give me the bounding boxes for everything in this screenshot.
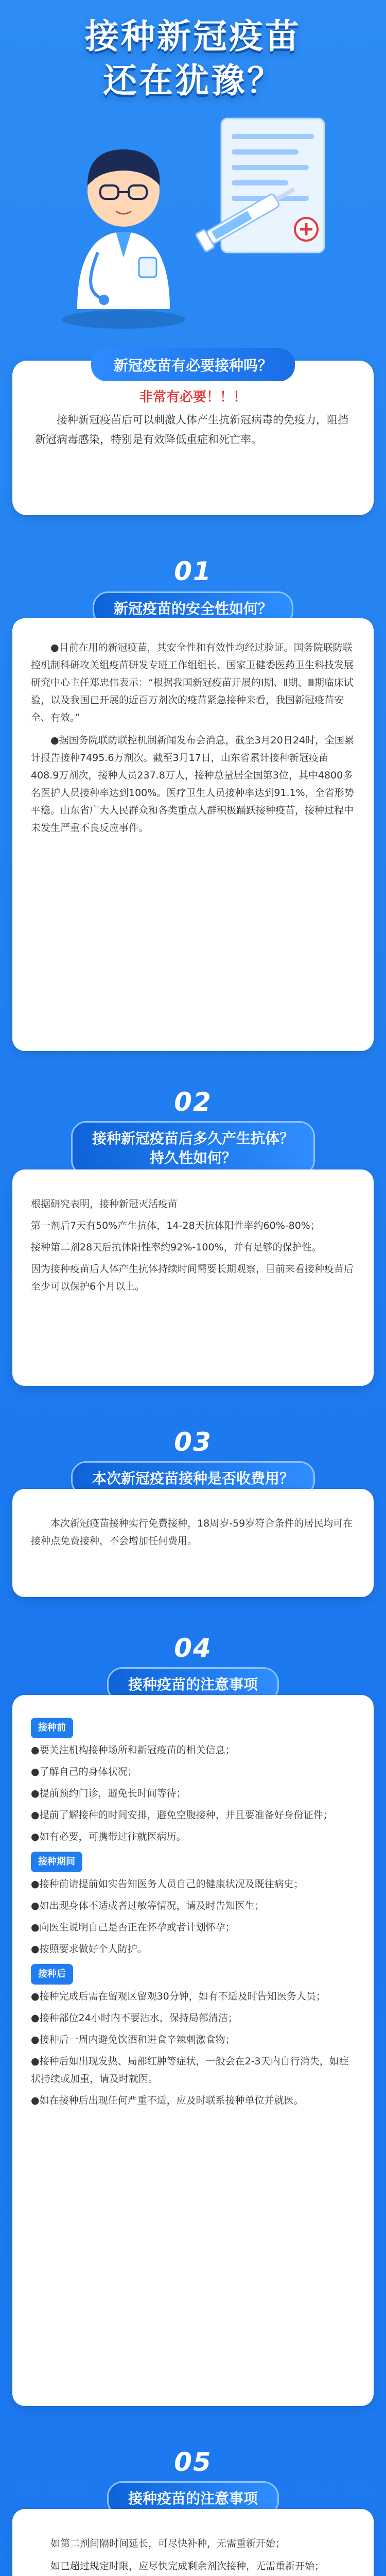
section-card-03	[12, 1489, 374, 1597]
hero-title	[0, 14, 386, 103]
section-card-05	[12, 2509, 374, 2576]
after-item-2: ●接种部位24小时内不要沾水，保持局部清洁；	[31, 2012, 238, 2024]
section-02-para-1: 根据研究表明，接种新冠灭活疫苗	[31, 1198, 178, 1210]
before-item-2: ●了解自己的身体状况；	[31, 1766, 137, 1777]
section-title-04: 接种疫苗的注意事项	[107, 1667, 279, 1702]
after-item-1: ●接种完成后需在留观区留观30分钟，如有不适及时告知医务人员；	[31, 1991, 326, 2002]
section-number-02: 02	[174, 1087, 212, 1117]
section-number-05: 05	[174, 2447, 212, 2477]
after-item-3: ●接种后一周内避免饮酒和进食辛辣刺激食物；	[31, 2034, 235, 2045]
section-02-para-4: 因为接种疫苗后人体产生抗体持续时间需要长期观察，目前来看接种疫苗后至少可以保护6个月以上。	[31, 1263, 354, 1292]
section-card-04	[12, 1695, 374, 2406]
section-card-01	[12, 618, 374, 1051]
section-title-02	[71, 1121, 315, 1176]
section-card-02	[12, 1170, 374, 1386]
section-01-para-1: ●目前在用的新冠疫苗，其安全性和有效性均经过验证。国务院联防联控机制科研攻关组疫苗研发专班工作组组长、国家卫健委医药卫生科技发展研究中心主任郑忠伟表示：“根据我国新冠疫苗开展的Ⅰ期、Ⅱ期、Ⅲ期临床试验，以及我国已开展的近百万剂次的疫苗紧急接种来看，我国新冠疫苗安全、有效。”	[31, 642, 354, 723]
section-02-para-3: 接种第二剂28天后抗体阳性率约92%-100%，并有足够的保护性。	[31, 1242, 322, 1253]
section-02-para-2: 第一剂后7天有50%产生抗体，14-28天抗体阳性率约60%-80%；	[31, 1220, 320, 1231]
during-item-2: ●如出现身体不适或者过敏等情况，请及时告知医生；	[31, 1900, 265, 1911]
before-item-5: ●如有必要，可携带过往就医病历。	[31, 1831, 186, 1842]
intro-heading: 新冠疫苗有必要接种吗？	[91, 348, 295, 381]
hero-banner	[0, 0, 386, 361]
section-number-01: 01	[174, 556, 212, 586]
during-item-4: ●按照要求做好个人防护。	[31, 1943, 147, 1955]
section-title-05: 接种疫苗的注意事项	[107, 2481, 279, 2516]
before-item-4: ●提前了解接种的时间安排，避免空腹接种，并且要准备好身份证件；	[31, 1809, 333, 1821]
after-item-4: ●接种后如出现发热、局部红肿等症状，一般会在2-3天内自行消失，如症状持续或加重，请及时就医。	[31, 2056, 349, 2084]
before-item-3: ●提前预约门诊，避免长时间等待；	[31, 1788, 186, 1799]
hero-title-line1: 接种新冠疫苗	[85, 16, 301, 56]
intro-text: 接种新冠疫苗后可以刺激人体产生抗新冠病毒的免疫力，阻挡新冠病毒感染，特别是有效降低重症和死亡率。	[35, 414, 348, 446]
intro-badge: 非常有必要！！！	[139, 389, 247, 405]
section-05-para-2: 如已超过规定时限，应尽快完成剩余剂次接种，无需重新开始；	[50, 2561, 325, 2572]
section-title-03: 本次新冠疫苗接种是否收费用？	[71, 1461, 315, 1496]
section-title-01: 新冠疫苗的安全性如何？	[93, 591, 293, 626]
section-03-para-1: 本次新冠疫苗接种实行免费接种，18周岁-59岁符合条件的居民均可在接种点免费接种，不会增加任何费用。	[31, 1518, 353, 1547]
during-item-3: ●向医生说明自己是否正在怀孕或者计划怀孕；	[31, 1922, 235, 1933]
section-title-02-line2: 持久性如何？	[149, 1149, 237, 1166]
doctor-illustration	[36, 103, 355, 330]
intro-card	[12, 357, 374, 515]
tag-after: 接种后	[31, 1964, 73, 1985]
section-title-02-line1: 接种新冠疫苗后多久产生抗体？	[92, 1130, 294, 1147]
section-01-para-2: ●据国务院联防联控机制新闻发布会消息，截至3月20日24时，全国累计报告接种7495.6万剂次。截至3月17日，山东省累计接种新冠疫苗408.9万剂次，接种人员237.8万人，接种总量居全国第3位，其中4800多名医护人员接种率达到100%。医疗卫生人员接种率达到91.1%，全省形势平稳。山东省广大人民群众和各类重点人群积极踊跃接种疫苗，接种过程中未发生严重不良反应事件。	[31, 735, 355, 834]
tag-during: 接种期间	[31, 1852, 82, 1872]
during-item-1: ●接种前请提前如实告知医务人员自己的健康状况及既往病史；	[31, 1878, 304, 1890]
before-item-1: ●要关注机构接种场所和新冠疫苗的相关信息；	[31, 1744, 235, 1756]
hero-title-line2: 还在犹豫？	[103, 61, 283, 100]
section-number-03: 03	[174, 1427, 212, 1457]
section-05-para-1: 如第二剂间隔时间延长，可尽快补种，无需重新开始；	[50, 2538, 286, 2549]
after-item-5: ●如在接种后出现任何严重不适，应及时联系接种单位并就医。	[31, 2095, 304, 2106]
section-number-04: 04	[174, 1633, 212, 1663]
tag-before: 接种前	[31, 1718, 73, 1738]
